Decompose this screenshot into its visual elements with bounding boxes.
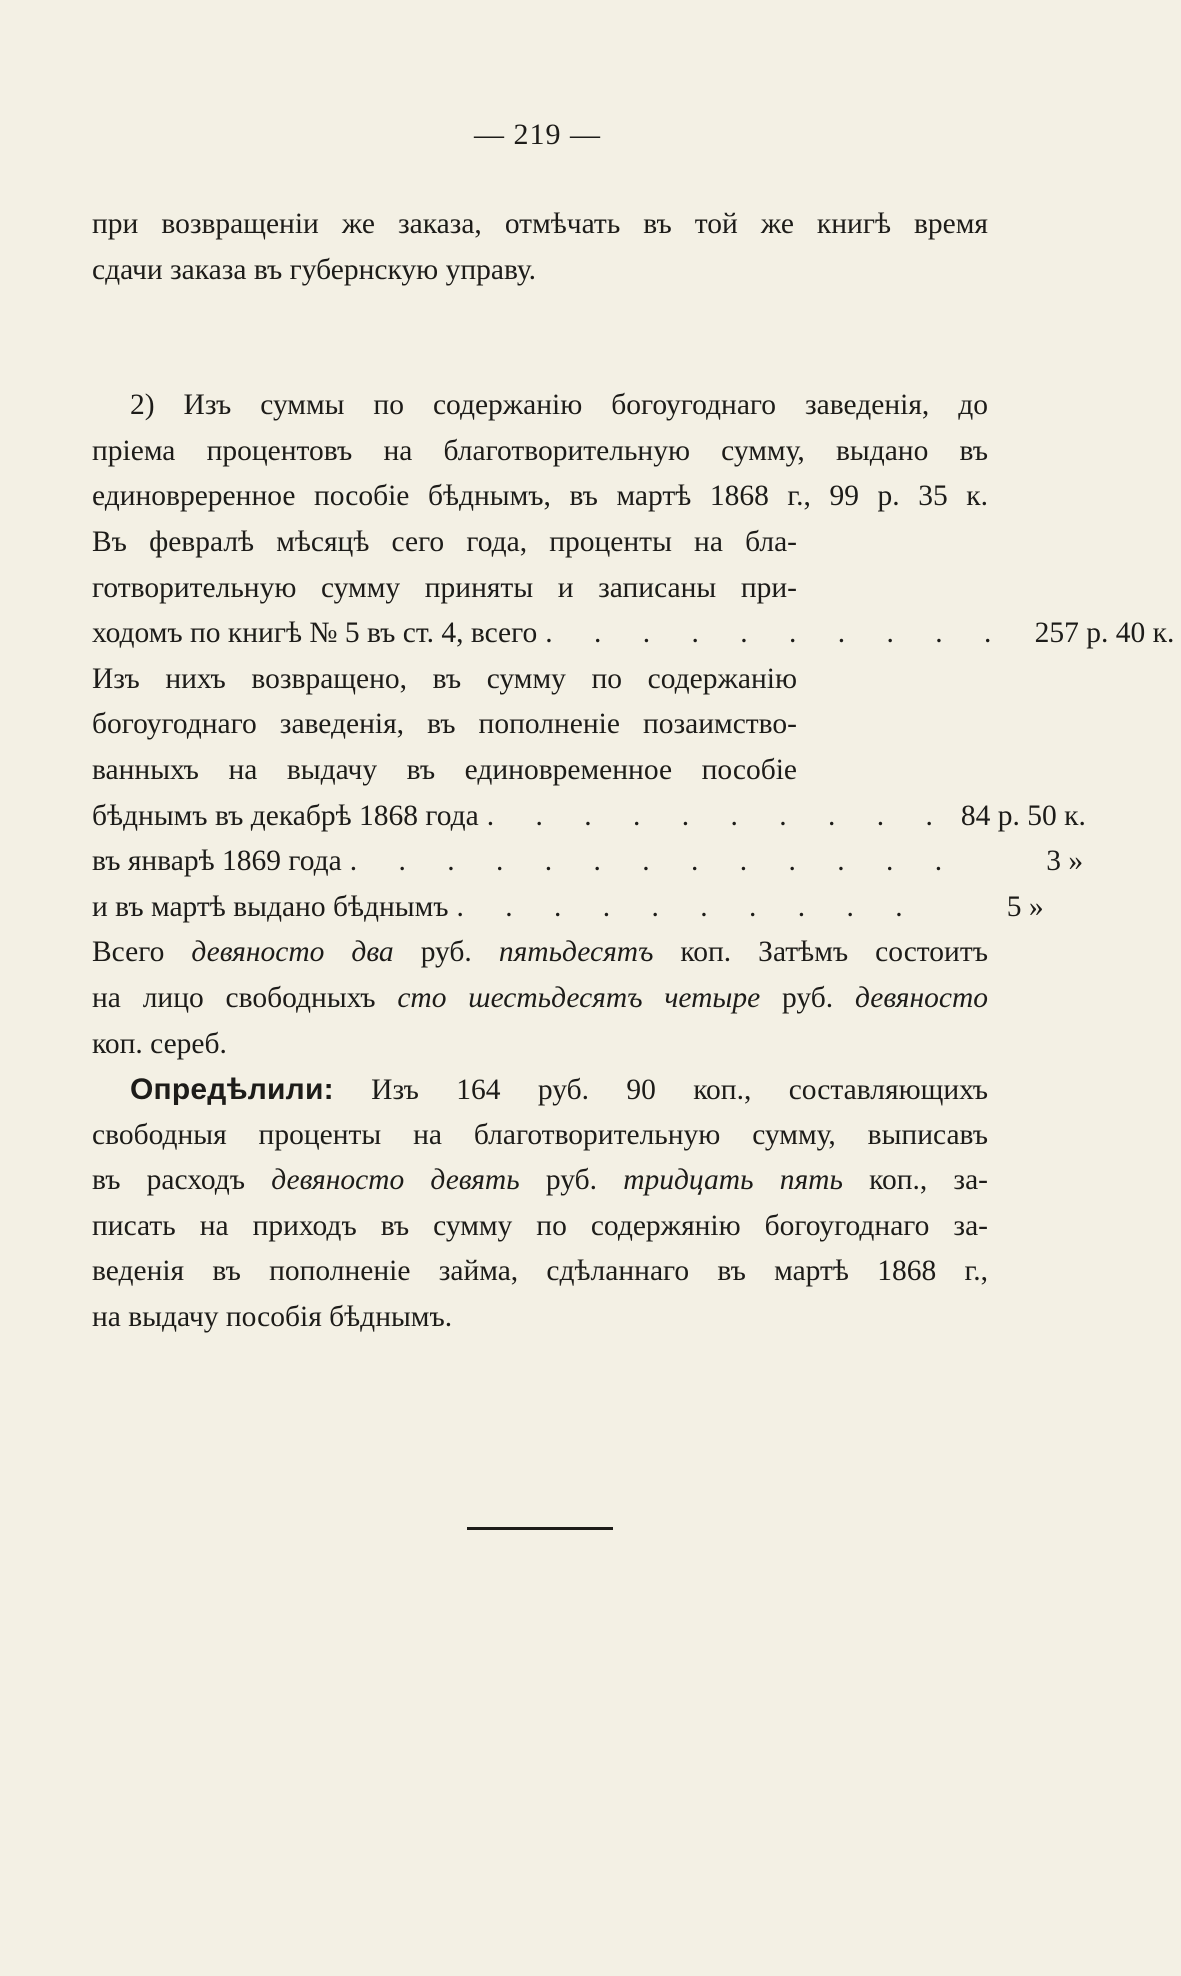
account-row-january — [92, 839, 1084, 885]
free-balance-line: на лицо свободныхъ сто шестьдесятъ четыре руб. девяносто — [92, 981, 989, 1014]
row-label: ходомъ по книгѣ № 5 въ ст. 4, всего — [92, 617, 538, 650]
account-row-march — [92, 885, 1044, 931]
intro-line-2: сдачи заказа въ губернскую управу. — [92, 253, 537, 286]
account-row-receipts — [92, 611, 1175, 657]
dot-leader: . . . . . . . . . . — [545, 617, 1009, 650]
decision-line-5: веденія въ пополненіе займа, сдѣланнаго въ мартѣ 1868 г., — [92, 1255, 988, 1288]
row-amount: 84 р. 50 к. — [960, 799, 1086, 832]
row-amount: 257 р. 40 к. — [1034, 617, 1175, 650]
total-line: Всего девяносто два руб. пятьдесятъ коп. Затѣмъ состоитъ — [92, 936, 988, 969]
decision-line-2: свободныя проценты на благотворительную сумму, выписавъ — [92, 1118, 988, 1151]
dot-leader: . . . . . . . . . . . . . — [349, 845, 960, 878]
paragraph-gap — [92, 293, 988, 361]
row-label: бѣднымъ въ декабрѣ 1868 года — [92, 799, 479, 832]
decision-heading: Опредѣлили: — [130, 1073, 334, 1107]
item2-line-4: Въ февралѣ мѣсяцѣ сего года, проценты на бла- — [92, 525, 797, 558]
currency-line: коп. сереб. — [92, 1027, 227, 1060]
item2-line-5: готворительную сумму приняты и записаны при- — [92, 571, 797, 604]
item2-line-8: богоугоднаго заведенія, въ пополненіе позаимство- — [92, 708, 797, 741]
row-amount: 5 » — [1006, 890, 1044, 923]
section-divider — [467, 1527, 613, 1530]
decision-line-1: Опредѣлили: Изъ 164 руб. 90 коп., составляющихъ — [130, 1073, 988, 1107]
dot-leader: . . . . . . . . . . — [486, 799, 950, 832]
decision-line-4: писать на приходъ въ сумму по содержянію богоугоднаго за- — [92, 1209, 988, 1242]
account-row-december — [92, 794, 1086, 840]
item2-line-7: Изъ нихъ возвращено, въ сумму по содержанію — [92, 662, 797, 695]
item2-line-2: пріема процентовъ на благотворительную сумму, выдано въ — [92, 434, 988, 467]
row-label: въ январѣ 1869 года — [92, 845, 342, 878]
row-amount: 3 » — [1046, 845, 1084, 878]
item2-line-9: ванныхъ на выдачу въ единовременное пособіе — [92, 753, 797, 786]
decision-line-3: въ расходъ девяносто девять руб. тридцать пять коп., за- — [92, 1164, 988, 1197]
item2-line-1: 2) Изъ суммы по содержанію богоугоднаго заведенія, до — [130, 389, 988, 422]
row-label: и въ мартѣ выдано бѣднымъ — [92, 890, 449, 923]
page-number: — 219 — — [474, 118, 601, 151]
page-body — [92, 202, 1175, 1341]
item2-line-3: единовреренное пособіе бѣднымъ, въ мартѣ 1868 г., 99 р. 35 к. — [92, 480, 988, 513]
dot-leader: . . . . . . . . . . — [456, 890, 920, 923]
intro-line-1: при возвращеніи же заказа, отмѣчать въ той же книгѣ время — [92, 208, 988, 240]
decision-line-6: на выдачу пособія бѣднымъ. — [92, 1301, 453, 1334]
